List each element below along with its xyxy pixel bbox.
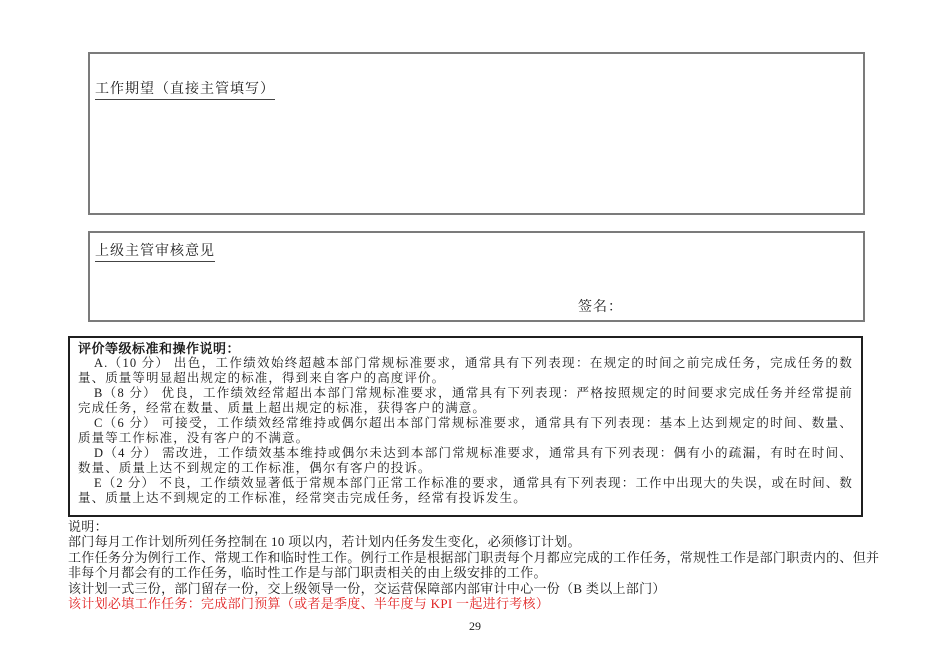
note-line-task-types: 工作任务分为例行工作、常规工作和临时性工作。例行工作是根据部门职责每个月都应完成的工作任务，常规性工作是部门职责内的、但并非每个月都会有的工作任务，临时性工作是与部门职责相关的由上级安排的工作。 bbox=[68, 549, 880, 581]
supervisor-review-box bbox=[88, 231, 865, 322]
grade-e-description: E（2 分） 不良，工作绩效显著低于常规本部门正常工作标准的要求，通常具有下列表现：工作中出现大的失误，或在时间、数量、质量上达不到规定的工作标准，经常突击完成任务，经常有投诉发生。 bbox=[78, 476, 853, 505]
grade-c-description: C（6 分） 可接受，工作绩效经常维持或偶尔超出本部门常规标准要求，通常具有下列表现：基本上达到规定的时间、数量、质量等工作标准，没有客户的不满意。 bbox=[78, 416, 853, 445]
work-expectation-title: 工作期望（直接主管填写） bbox=[95, 82, 275, 100]
work-expectation-box bbox=[88, 52, 865, 215]
note-line-copies: 该计划一式三份，部门留存一份，交上级领导一份，交运营保障部内部审计中心一份（B 类以上部门） bbox=[68, 580, 666, 596]
note-line-task-limit: 部门每月工作计划所列任务控制在 10 项以内，若计划内任务发生变化，必须修订计划。 bbox=[68, 534, 581, 550]
page-number: 29 bbox=[469, 619, 481, 633]
signature-label: 签名： bbox=[578, 300, 623, 315]
grade-a-description: A.（10 分） 出色，工作绩效始终超越本部门常规标准要求，通常具有下列表现：在规定的时间之前完成任务，完成任务的数量、质量等明显超出规定的标准，得到来自客户的高度评价。 bbox=[78, 356, 853, 385]
rating-standards-box bbox=[68, 336, 863, 517]
supervisor-review-title: 上级主管审核意见 bbox=[95, 244, 215, 262]
required-task-red-note: 该计划必填工作任务：完成部门预算（或者是季度、半年度与 KPI 一起进行考核） bbox=[68, 596, 550, 612]
notes-section bbox=[68, 519, 886, 611]
notes-title: 说明： bbox=[68, 519, 108, 534]
grade-d-description: D（4 分） 需改进，工作绩效基本维持或偶尔未达到本部门常规标准要求，通常具有下列表现：偶有小的疏漏，有时在时间、数量、质量上达不到规定的工作标准，偶尔有客户的投诉。 bbox=[78, 446, 853, 475]
rating-standards-title: 评价等级标准和操作说明： bbox=[78, 341, 241, 356]
grade-b-description: B（8 分） 优良，工作绩效经常超出本部门常规标准要求，通常具有下列表现：严格按照规定的时间要求完成任务并经常提前完成任务，经常在数量、质量上超出规定的标准，获得客户的满意。 bbox=[78, 386, 853, 415]
